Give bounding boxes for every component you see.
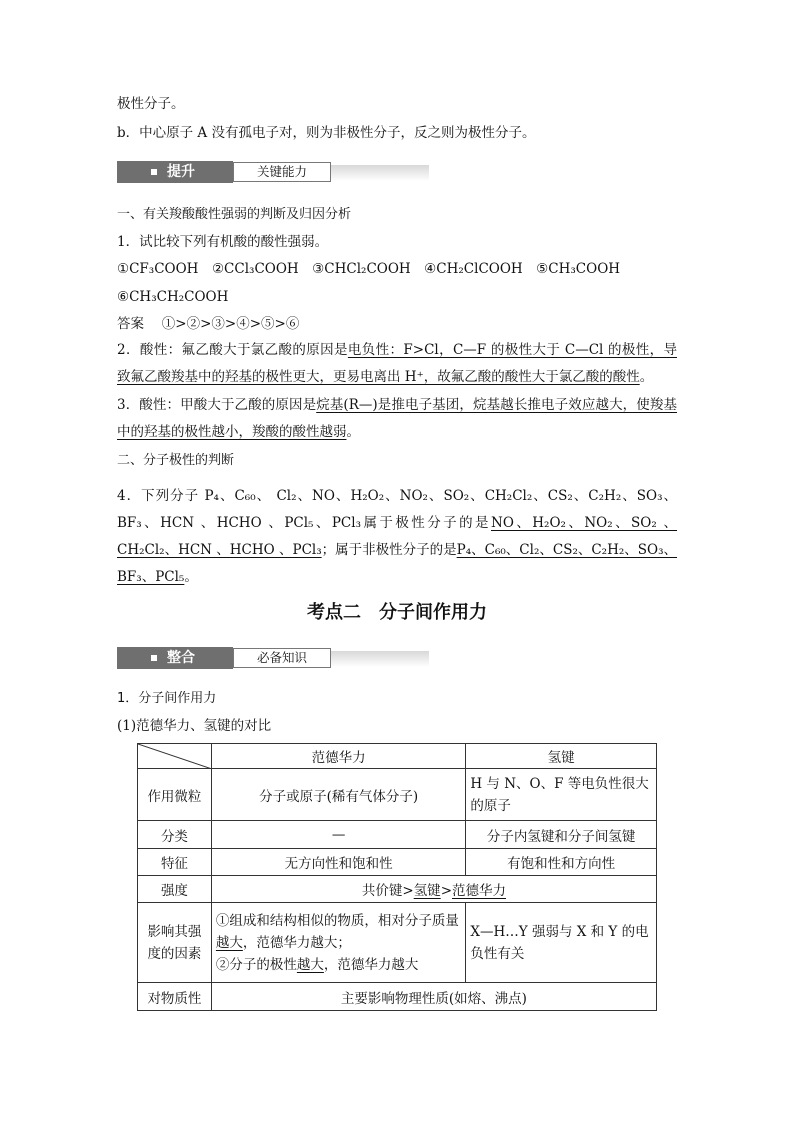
question-1: 1．试比较下列有机酸的酸性强弱。 — [117, 234, 329, 250]
answer-text: NO、H₂O₂、NO₂、SO₂ 、CH₂Cl₂、HCN 、HCHO 、PCl₃ — [117, 515, 677, 558]
row-label: 对物质性 — [138, 983, 212, 1011]
answer-text: ①>②>③>④>⑤>⑥ — [161, 316, 300, 332]
row-label: 影响其强度的因素 — [138, 903, 212, 983]
row-label: 分类 — [138, 821, 212, 849]
section-title: 二、分子极性的判断 — [117, 453, 235, 468]
table-cell: 分子内氢键和分子间氢键 — [466, 821, 657, 849]
row-label: 强度 — [138, 876, 212, 903]
banner-title: 整合 — [167, 650, 195, 666]
banner-title: 提升 — [167, 164, 195, 180]
table-cell: X—H…Y 强弱与 X 和 Y 的电负性有关 — [466, 903, 657, 983]
answer-line — [117, 314, 299, 334]
row-label: 特征 — [138, 849, 212, 876]
diagonal-header-cell — [138, 744, 212, 769]
table-cell: 无方向性和饱和性 — [211, 849, 465, 876]
table-cell: 分子或原子(稀有气体分子) — [211, 769, 465, 821]
subsection-title: (1)范德华力、氢键的对比 — [117, 718, 272, 734]
banner-subtitle: 关键能力 — [233, 162, 331, 182]
banner-subtitle: 必备知识 — [233, 648, 331, 668]
table-cell: H 与 N、O、F 等电负性很大的原子 — [466, 769, 657, 821]
column-header: 范德华力 — [211, 744, 465, 769]
table-cell: ①组成和结构相似的物质，相对分子质量越大，范德华力越大； ②分子的极性越大，范德华力越大 — [211, 903, 465, 983]
section-title: 1．分子间作用力 — [117, 691, 217, 706]
answer-text: P₄、C₆₀、Cl₂、CS₂、C₂H₂、SO₃、BF₃、PCl₅ — [117, 542, 678, 585]
table-cell: — — [211, 821, 465, 849]
section-title: 一、有关羧酸酸性强弱的判断及归因分析 — [117, 207, 352, 222]
options-line: ⑥CH₃CH₂COOH — [117, 289, 229, 305]
comparison-table — [137, 743, 657, 1011]
answer-text: 烷基(R—)是推电子基团，烷基越长推电子效应越大，使羧基中的羟基的极性越小，羧酸的酸性越弱 — [117, 397, 678, 440]
table-cell: 共价键>氢键>范德华力 — [211, 876, 656, 903]
answer-text: 电负性：F>Cl，C—F 的极性大于 C—Cl 的极性，导致氟乙酸羧基中的羟基的极性更大，更易电离出 H⁺，故氟乙酸的酸性大于氯乙酸的酸性 — [117, 342, 677, 385]
answer-label: 答案 — [117, 316, 144, 332]
section-banner — [117, 161, 429, 185]
table-cell: 有饱和性和方向性 — [466, 849, 657, 876]
page-heading: 考点二 分子间作用力 — [307, 602, 487, 623]
text-line: 极性分子。 — [117, 96, 185, 112]
row-label: 作用微粒 — [138, 769, 212, 821]
question-4: 4．下列分子 P₄、C₆₀、 Cl₂、NO、H₂O₂、NO₂、SO₂、CH₂Cl₂、CS₂、C₂H₂、SO₃、 BF₃、HCN 、HCHO 、PCl₅、PCl₃属于极性分子的是NO、H₂O₂、NO₂、SO₂ 、CH₂Cl₂、HCN 、HCHO 、PCl₃；属于非极性分子的是P₄、C₆₀、Cl₂、CS₂、C₂H₂、SO₃、BF₃、PCl₅。 — [117, 488, 678, 585]
options-line: ①CF₃COOH ②CCl₃COOH ③CHCl₂COOH ④CH₂ClCOOH ⑤CH₃COOH — [117, 261, 621, 277]
section-banner — [117, 647, 429, 671]
question-3: 3．酸性：甲酸大于乙酸的原因是烷基(R—)是推电子基团，烷基越长推电子效应越大，使羧基中的羟基的极性越小，羧酸的酸性越弱。 — [117, 397, 678, 440]
table-cell: 主要影响物理性质(如熔、沸点) — [211, 983, 656, 1011]
question-2: 2．酸性：氟乙酸大于氯乙酸的原因是电负性：F>Cl，C—F 的极性大于 C—Cl 的极性，导致氟乙酸羧基中的羟基的极性更大，更易电离出 H⁺，故氟乙酸的酸性大于氯乙酸的酸性。 — [117, 342, 677, 385]
column-header: 氢键 — [466, 744, 657, 769]
text-line: b．中心原子 A 没有孤电子对，则为非极性分子，反之则为极性分子。 — [117, 125, 536, 141]
